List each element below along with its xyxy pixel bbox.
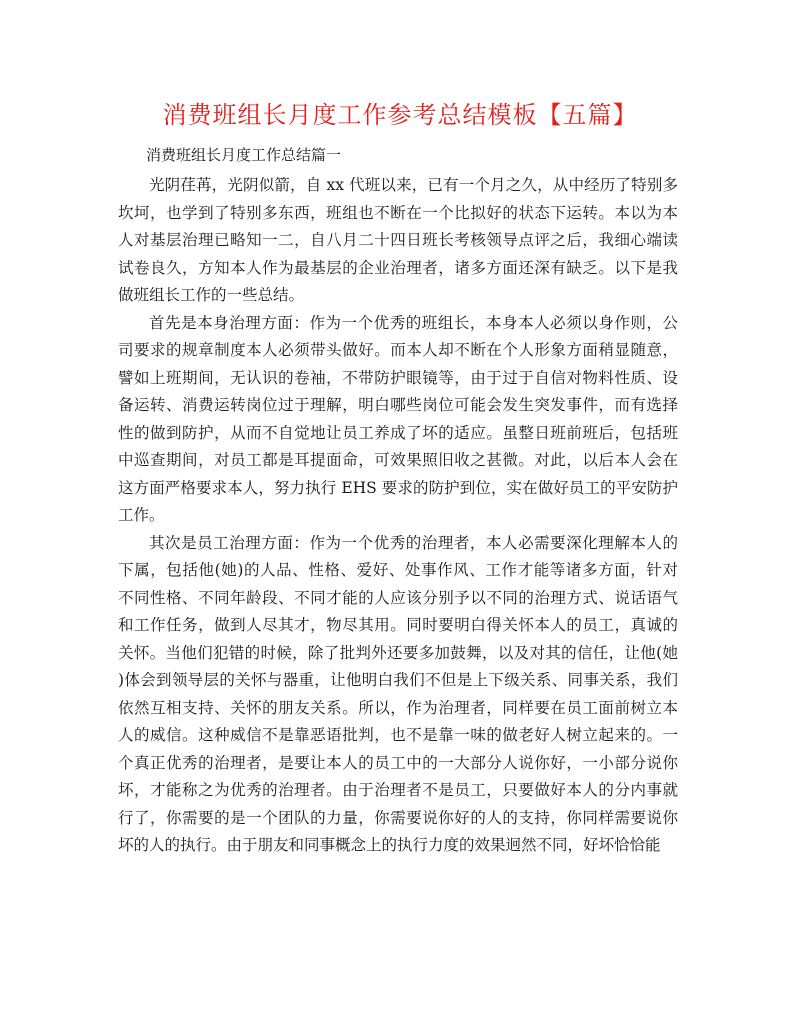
paragraph-line: 人的威信。这种威信不是靠恶语批判，也不是靠一味的做老好人树立起来的。一	[118, 726, 678, 744]
paragraph-line: 坏的人的执行。由于朋友和同事概念上的执行力度的效果迥然不同，好坏恰恰能	[118, 836, 661, 854]
paragraph-line: 工作。	[118, 506, 165, 524]
paragraph-line: 首先是本身治理方面：作为一个优秀的班组长，本身本人必须以身作则，公	[149, 313, 678, 332]
section-subtitle: 消费班组长月度工作总结篇一	[146, 146, 342, 164]
document-body	[118, 172, 678, 860]
paragraph-line: 坏，才能称之为优秀的治理者。由于治理者不是员工，只要做好本人的分内事就	[118, 781, 678, 799]
paragraph-line: 做班组长工作的一些总结。	[118, 286, 305, 304]
body-paragraph	[118, 310, 678, 530]
paragraph-line: 司要求的规章制度本人必须带头做好。而本人却不断在个人形象方面稍显随意，	[118, 341, 678, 359]
document-title: 消费班组长月度工作参考总结模板【五篇】	[162, 101, 638, 129]
paragraph-line: 这方面严格要求本人，努力执行 EHS 要求的防护到位，实在做好员工的平安防护	[118, 478, 678, 497]
paragraph-line: 依然互相支持、关怀的朋友关系。所以，作为治理者，同样要在员工面前树立本	[118, 698, 678, 717]
paragraph-line: 个真正优秀的治理者，是要让本人的员工中的一大部分人说你好，一小部分说你	[118, 753, 678, 772]
paragraph-line: 和工作任务，做到人尽其才，物尽其用。同时要明白得关怀本人的员工，真诚的	[118, 616, 678, 634]
paragraph-line: 譬如上班期间，无认识的卷袖，不带防护眼镜等，由于过于自信对物料性质、设	[118, 368, 678, 387]
paragraph-line: 行了，你需要的是一个团队的力量，你需要说你好的人的支持，你同样需要说你	[118, 808, 678, 827]
paragraph-line: 关怀。当他们犯错的时候，除了批判外还要多加鼓舞，以及对其的信任，让他(她	[118, 643, 678, 662]
paragraph-line: )体会到领导层的关怀与器重，让他明白我们不但是上下级关系、同事关系，我们	[118, 671, 678, 689]
paragraph-line: 试卷良久，方知本人作为最基层的企业治理者，诸多方面还深有缺乏。以下是我	[118, 258, 678, 277]
paragraph-line: 备运转、消费运转岗位过于理解，明白哪些岗位可能会发生突发事件，而有选择	[118, 396, 678, 414]
paragraph-line: 中巡查期间，对员工都是耳提面命，可效果照旧收之甚微。对此，以后本人会在	[118, 451, 678, 469]
paragraph-line: 其次是员工治理方面：作为一个优秀的治理者，本人必需要深化理解本人的	[149, 533, 678, 552]
paragraph-line: 光阴荏苒，光阴似箭，自 xx 代班以来，已有一个月之久，从中经历了特别多	[149, 176, 678, 194]
paragraph-line: 坎坷，也学到了特别多东西，班组也不断在一个比拟好的状态下运转。本以为本	[118, 203, 678, 222]
body-paragraph	[118, 530, 678, 860]
paragraph-line: 下属，包括他(她)的人品、性格、爱好、处事作风、工作才能等诸多方面，针对	[118, 561, 678, 579]
paragraph-line: 人对基层治理已略知一二，自八月二十四日班长考核领导点评之后，我细心端读	[118, 231, 678, 249]
paragraph-line: 不同性格、不同年龄段、不同才能的人应该分别予以不同的治理方式、说话语气	[118, 588, 678, 607]
body-paragraph	[118, 172, 678, 310]
paragraph-line: 性的做到防护，从而不自觉地让员工养成了坏的适应。虽整日班前班后，包括班	[118, 423, 678, 442]
